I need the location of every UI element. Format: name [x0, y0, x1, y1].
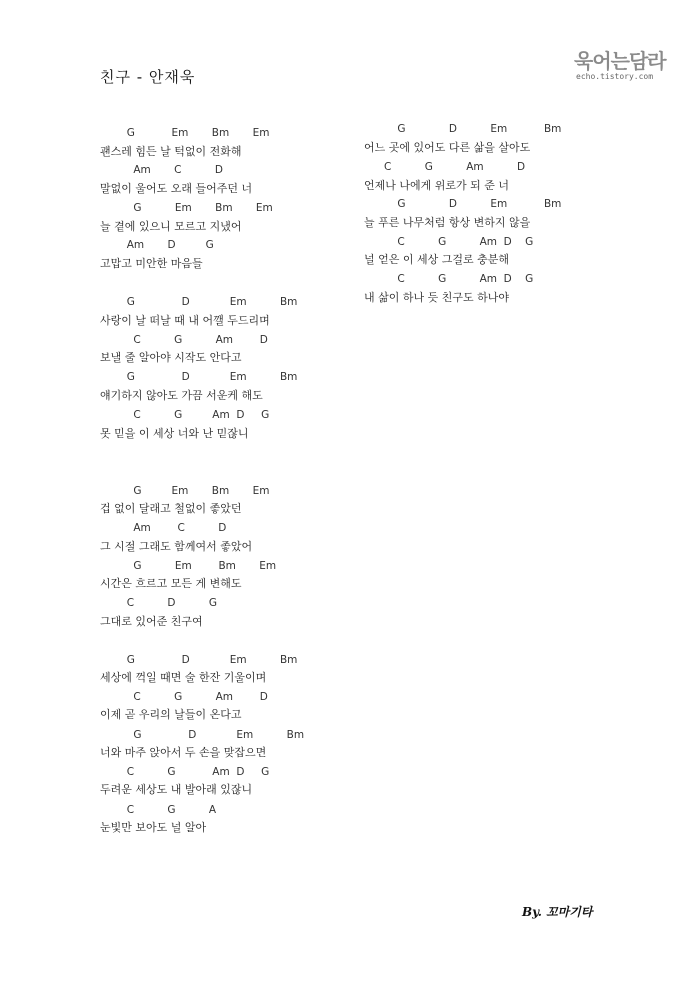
chord-line: G D Em Bm	[100, 654, 298, 666]
chord-line: G D Em Bm	[100, 729, 305, 741]
lyric-line: 고맙고 미안한 마음들	[100, 257, 203, 270]
lyric-line: 두려운 세상도 내 발아래 있잖니	[100, 783, 253, 796]
chord-line: Am C D	[100, 164, 223, 176]
chord-line: G Em Bm Em	[100, 485, 270, 497]
lyric-line: 못 믿을 이 세상 너와 난 믿잖니	[100, 427, 249, 440]
chord-line: C G A	[100, 804, 217, 816]
lyric-line: 너와 마주 앉아서 두 손을 맞잡으면	[100, 746, 267, 759]
lyric-line: 그 시절 그래도 함께여서 좋았어	[100, 540, 253, 553]
logo-text: 욱어는담라	[574, 49, 666, 73]
chord-line: Am C D	[100, 522, 227, 534]
lyric-line: 이제 곧 우리의 날들이 온다고	[100, 708, 242, 721]
chord-line: G Em Bm Em	[100, 202, 273, 214]
lyric-line: 널 얻은 이 세상 그걸로 충분해	[364, 253, 509, 266]
lyric-line: 늘 곁에 있으니 모르고 지냈어	[100, 220, 242, 233]
logo-url: echo.tistory.com	[576, 72, 654, 81]
song-title: 친구 - 안재욱	[100, 68, 196, 86]
chord-line: C G Am D G	[364, 236, 534, 248]
site-logo	[574, 50, 664, 92]
lyric-line: 사랑이 날 떠날 때 내 어깰 두드리며	[100, 314, 270, 327]
chord-line: G D Em Bm	[100, 296, 298, 308]
lyric-line: 언제나 나에게 위로가 되 준 너	[364, 179, 509, 192]
chord-line: C G Am D G	[100, 409, 270, 421]
byline: By. 꼬마기타	[522, 905, 593, 919]
lyric-line: 말없이 울어도 오래 들어주던 너	[100, 182, 253, 195]
lyric-line: 세상에 꺽일 때면 술 한잔 기울이며	[100, 671, 267, 684]
chord-line: C G Am D	[100, 334, 268, 346]
lyric-line: 늘 푸른 나무처럼 항상 변하지 않을	[364, 216, 531, 229]
lyric-line: 어느 곳에 있어도 다른 삶을 살아도	[364, 141, 531, 154]
lyric-line: 시간은 흐르고 모든 게 변해도	[100, 577, 242, 590]
chord-line: C G Am D G	[100, 766, 270, 778]
chord-line: G Em Bm Em	[100, 560, 277, 572]
chord-line: Am D G	[100, 239, 214, 251]
chord-line: G D Em Bm	[100, 371, 298, 383]
chord-line: G D Em Bm	[364, 123, 562, 135]
lyric-line: 겁 없이 달래고 철없이 좋았던	[100, 502, 242, 515]
lyric-line: 눈빛만 보아도 널 알아	[100, 821, 207, 834]
chord-line: G Em Bm Em	[100, 127, 270, 139]
chord-line: C D G	[100, 597, 218, 609]
chord-line: C G Am D	[100, 691, 268, 703]
lyric-line: 보낼 줄 알아야 시작도 안다고	[100, 351, 242, 364]
lyric-line: 얘기하지 않아도 가끔 서운케 해도	[100, 389, 263, 402]
lyric-line: 그대로 있어준 친구여	[100, 615, 203, 628]
lyric-line: 괜스레 힘든 날 턱없이 전화해	[100, 145, 242, 158]
lyric-line: 내 삶이 하나 듯 친구도 하나야	[364, 291, 509, 304]
chord-line: C G Am D G	[364, 273, 534, 285]
chord-line: C G Am D	[364, 161, 526, 173]
chord-line: G D Em Bm	[364, 198, 562, 210]
